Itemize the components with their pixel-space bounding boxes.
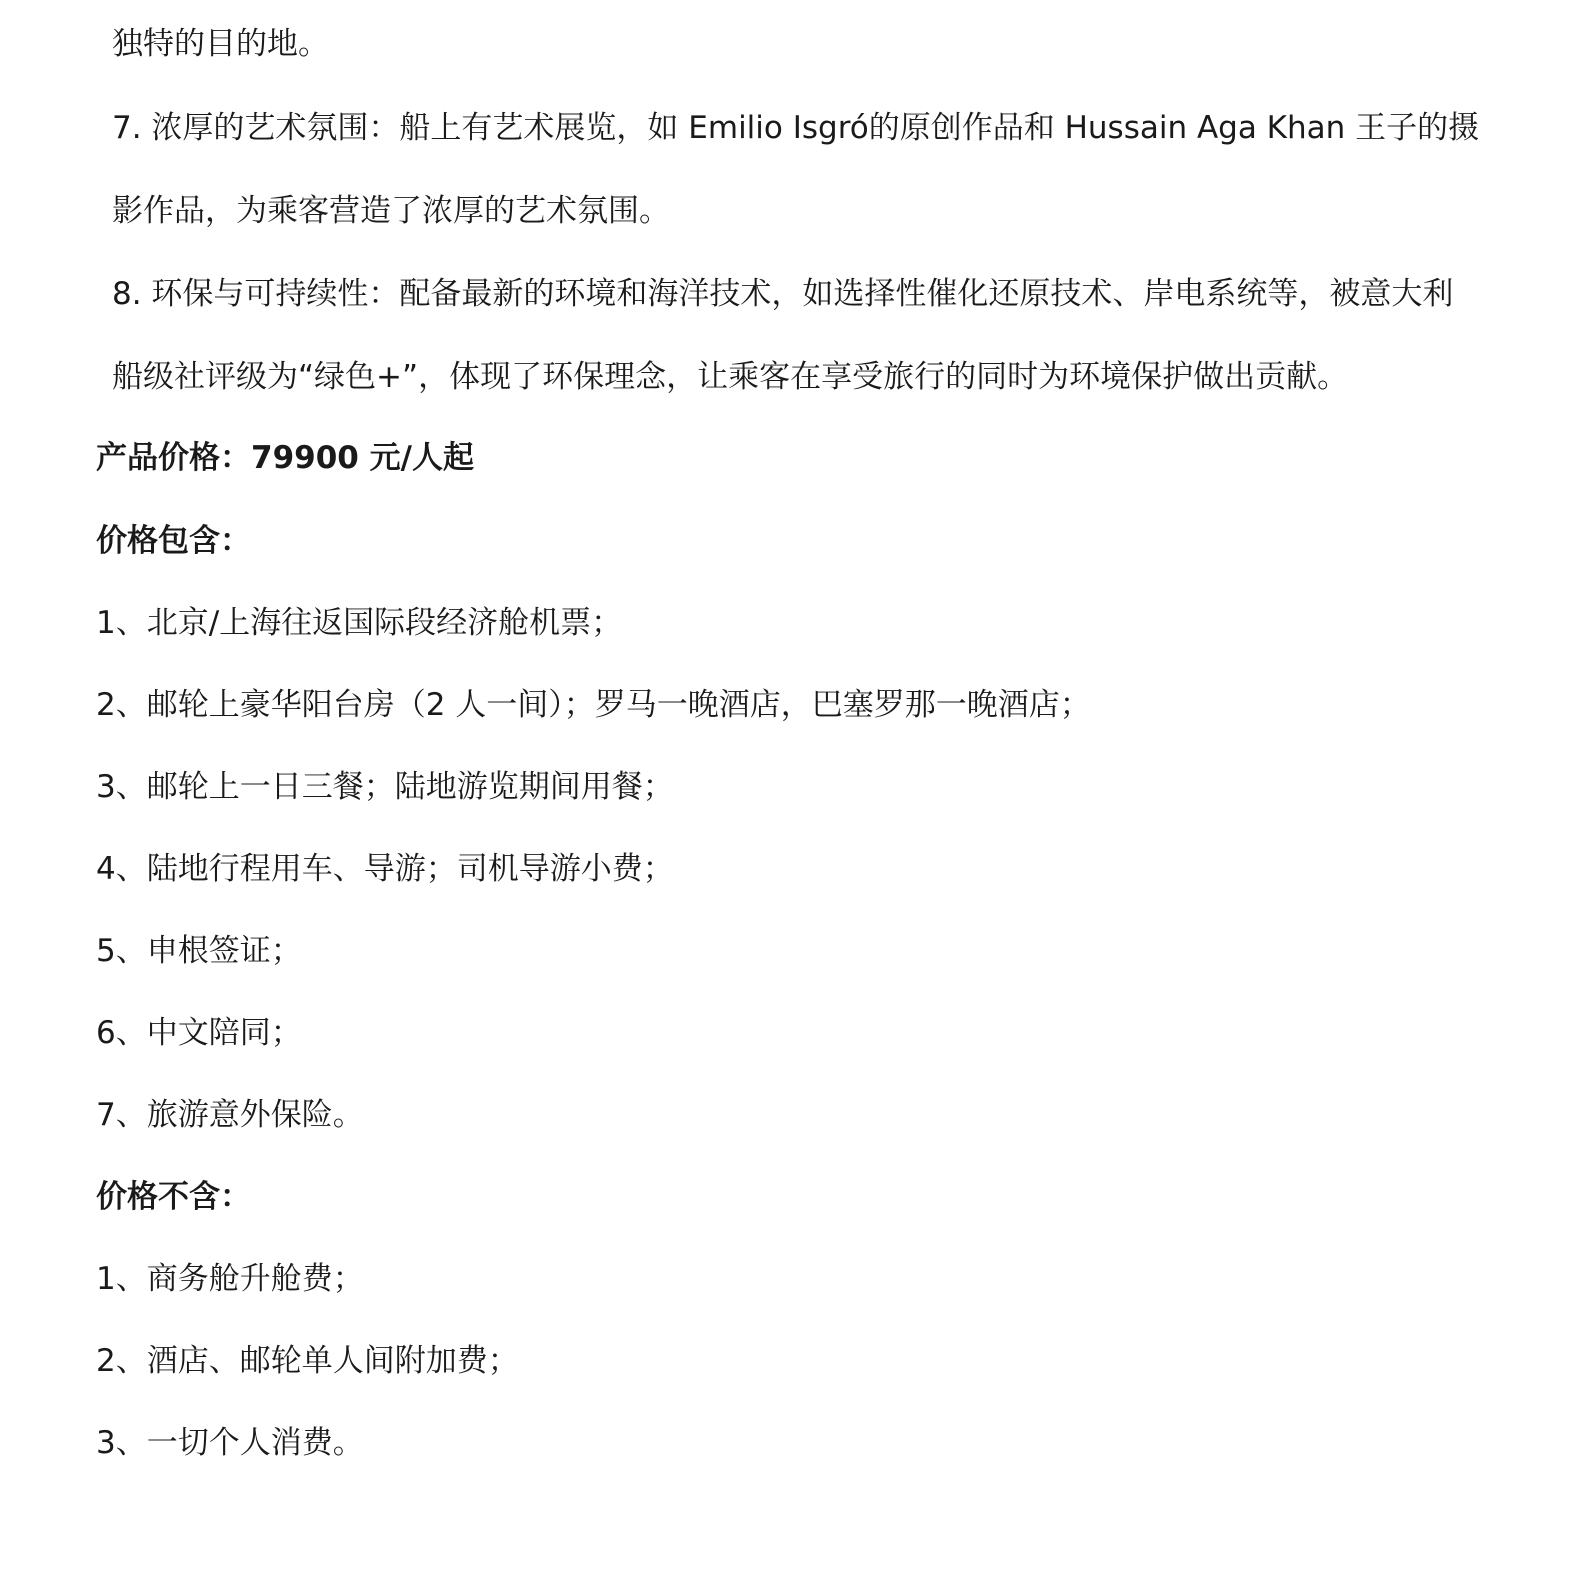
feature-7-line-2: 影作品，为乘客营造了浓厚的艺术氛围。 xyxy=(112,193,670,229)
included-item-6: 6、中文陪同； xyxy=(96,1015,302,1051)
excluded-item-3: 3、一切个人消费。 xyxy=(96,1425,364,1461)
excluded-heading: 价格不含： xyxy=(96,1179,251,1215)
intro-continuation-text: 独特的目的地。 xyxy=(112,26,329,62)
excluded-item-2: 2、酒店、邮轮单人间附加费； xyxy=(96,1343,519,1379)
feature-8-line-1: 8. 环保与可持续性：配备最新的环境和海洋技术，如选择性催化还原技术、岸电系统等，被意大利 xyxy=(112,276,1454,312)
included-item-1: 1、北京/上海往返国际段经济舱机票； xyxy=(96,605,623,641)
included-item-7: 7、旅游意外保险。 xyxy=(96,1097,364,1133)
included-item-3: 3、邮轮上一日三餐；陆地游览期间用餐； xyxy=(96,769,674,805)
included-heading: 价格包含： xyxy=(96,523,251,559)
included-item-4: 4、陆地行程用车、导游；司机导游小费； xyxy=(96,851,674,887)
excluded-item-1: 1、商务舱升舱费； xyxy=(96,1261,364,1297)
included-item-5: 5、申根签证； xyxy=(96,933,302,969)
feature-8-line-2: 船级社评级为“绿色+”，体现了环保理念，让乘客在享受旅行的同时为环境保护做出贡献。 xyxy=(112,359,1349,395)
product-price: 产品价格：79900 元/人起 xyxy=(96,440,474,476)
included-item-2: 2、邮轮上豪华阳台房（2 人一间）；罗马一晚酒店，巴塞罗那一晚酒店； xyxy=(96,687,1091,723)
feature-7-line-1: 7. 浓厚的艺术氛围：船上有艺术展览，如 Emilio Isgró的原创作品和 Hussain Aga Khan 王子的摄 xyxy=(112,110,1480,146)
